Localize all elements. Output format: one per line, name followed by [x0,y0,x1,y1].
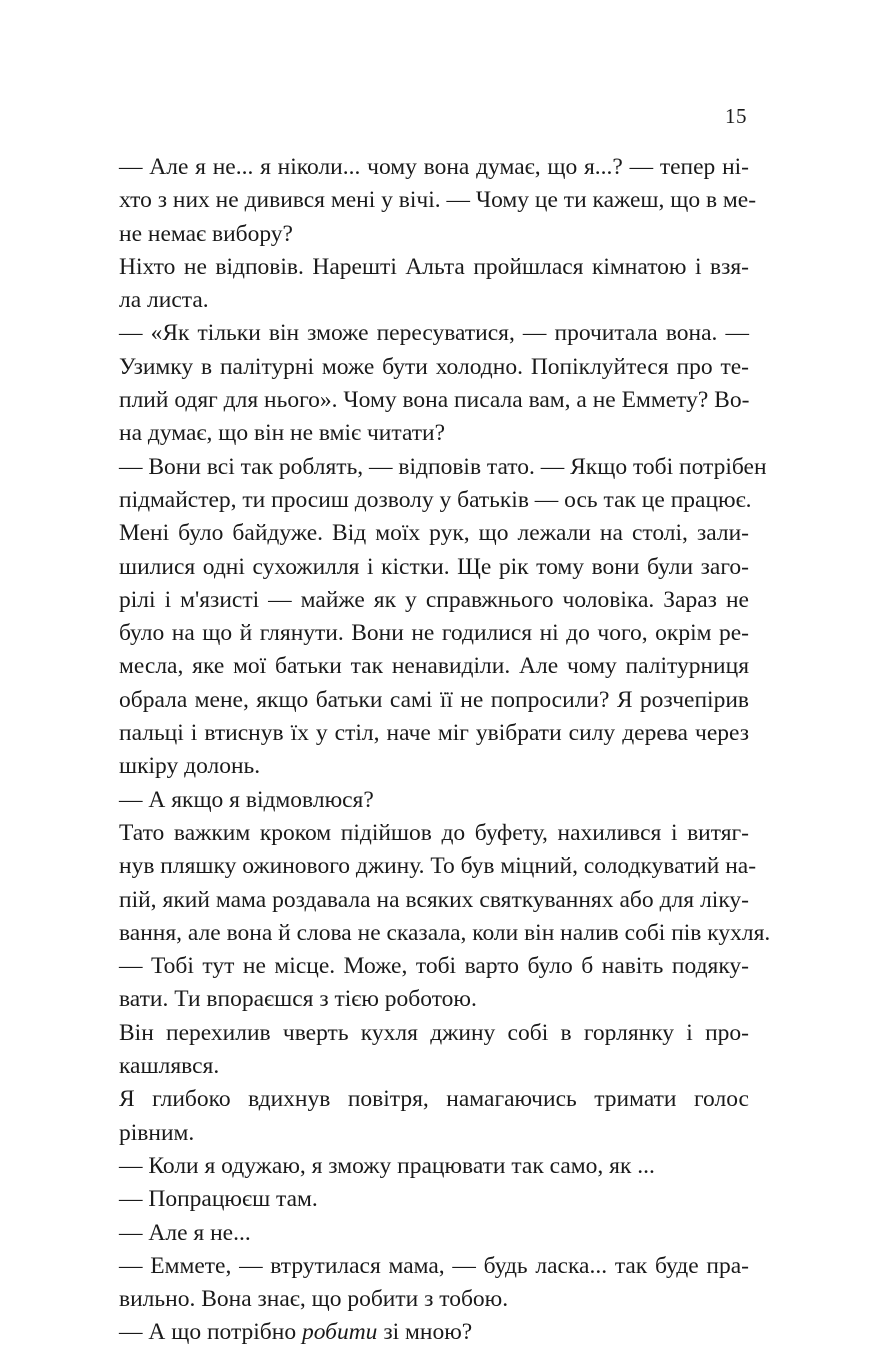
text-line: — Тобі тут не місце. Може, тобі варто було б навіть подяку- [119,953,749,980]
text-line: пій, який мама роздавала на всяких святкуваннях або для ліку- [119,886,749,913]
text-line: — Але я не... [119,1219,251,1246]
emphasized-word: робити [301,1319,378,1346]
text-line: месла, яке мої батьки так ненавиділи. Але чому палітурниця [119,653,749,680]
text-line: шилися одні сухожилля і кістки. Ще рік тому вони були заго- [119,553,749,580]
final-text-line [119,1316,749,1349]
text-line: на думає, що він не вміє читати? [119,420,446,447]
text-line: підмайстер, ти просиш дозволу у батьків — ось так це працює. [119,486,752,513]
text-line: шкіру долонь. [119,753,261,780]
text-line: вати. Ти впораєшся з тією роботою. [119,986,477,1013]
text-line: — А якщо я відмовлюся? [119,786,374,813]
body-text [119,151,771,1350]
text-line: не немає вибору? [119,220,293,247]
text-line: Мені було байдуже. Від моїх рук, що лежали на столі, зали- [119,520,749,547]
text-line: Узимку в палітурні може бути холодно. Попіклуйтеся про те- [119,353,749,380]
text-line: Ніхто не відповів. Нарешті Альта пройшлася кімнатою і взя- [119,253,749,280]
text-line: кашлявся. [119,1053,220,1080]
text-line: — Але я не... я ніколи... чому вона думає, що я...? — тепер ні- [119,154,749,180]
text-line: Тато важким кроком підійшов до буфету, нахилився і витяг- [119,819,749,846]
text-line: Він перехилив чверть кухля джину собі в горлянку і про- [119,1019,749,1046]
text-line: вильно. Вона знає, що робити з тобою. [119,1286,509,1313]
text-line: хто з них не дивився мені у вічі. — Чому це ти кажеш, що в ме- [119,187,757,214]
page-number: 15 [725,104,747,128]
text-line: — Попрацюєш там. [119,1186,318,1213]
text-line: Я глибоко вдихнув повітря, намагаючись тримати голос [119,1086,749,1113]
final-line-start: — А що потрібно [119,1319,302,1346]
text-line: — Коли я одужаю, я зможу працювати так само, як ... [119,1152,655,1179]
text-line: — Вони всі так роблять, — відповів тато. — Якщо тобі потрібен [119,453,767,480]
text-line: було на що й глянути. Вони не годилися ні до чого, окрім ре- [119,620,749,647]
text-line: ла листа. [119,287,209,314]
final-line-end: зі мною? [377,1319,473,1346]
text-line: плий одяг для нього». Чому вона писала вам, а не Еммету? Во- [119,387,750,414]
text-line: пальці і втиснув їх у стіл, наче міг увібрати силу дерева через [119,720,749,747]
text-line: вання, але вона й слова не сказала, коли він налив собі пів кухля. [119,919,771,946]
text-line: рілі і м'язисті — майже як у справжнього чоловіка. Зараз не [119,586,749,613]
text-line: — «Як тільки він зможе пересуватися, — прочитала вона. — [119,320,749,347]
text-line: рівним. [119,1119,195,1146]
text-line: — Еммете, — втрутилася мама, — будь ласка... так буде пра- [119,1252,749,1279]
text-line: нув пляшку ожинового джину. То був міцний, солодкуватий на- [119,853,757,880]
text-line: обрала мене, якщо батьки самі її не попросили? Я розчепірив [119,686,749,713]
